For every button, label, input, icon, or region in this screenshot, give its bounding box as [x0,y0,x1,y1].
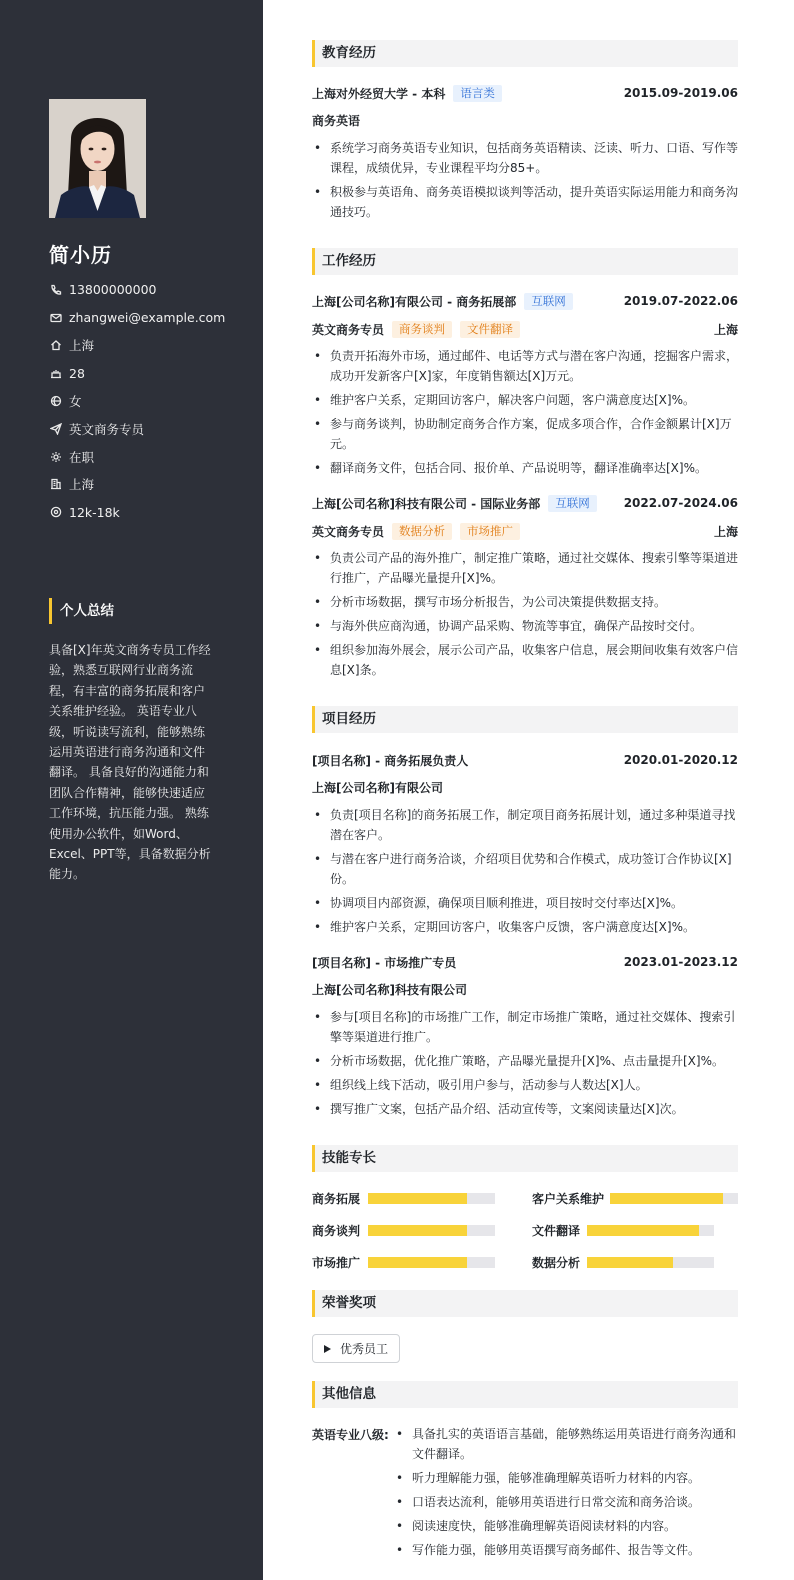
job-2-industry-tag: 互联网 [548,495,597,512]
summary-title: 个人总结 [49,598,114,624]
coin-icon [49,505,63,519]
list-item: • 分析市场数据，优化推广策略，产品曝光量提升[X]%、点击量提升[X]%。 [312,1051,738,1071]
list-item: • 组织参加海外展会，展示公司产品，收集客户信息，展会期间收集有效客户信息[X]条。 [312,640,738,680]
awards-section-title: 荣誉奖项 [312,1290,738,1317]
list-item: • 分析市场数据，撰写市场分析报告，为公司决策提供数据支持。 [312,592,738,612]
project-1-bullets [312,805,738,941]
job-1-skill-tag: 文件翻译 [460,321,520,338]
list-item: • 参与商务谈判，协助制定商务合作方案，促成多项合作，合作金额累计[X]万元。 [312,414,738,454]
award-label: 优秀员工 [340,1342,389,1356]
list-item: • 负责公司产品的海外推广，制定推广策略，通过社交媒体、搜索引擎等渠道进行推广，产品曝光量提升[X]%。 [312,548,738,588]
list-item: • 负责[项目名称]的商务拓展工作，制定项目商务拓展计划，通过多种渠道寻找潜在客户。 [312,805,738,845]
phone-text: 13800000000 [69,282,157,298]
job-1-role-row [312,320,738,338]
job-1-company: 上海[公司名称]有限公司 - 商务拓展部 [312,294,517,309]
skill-row [532,1222,714,1238]
info-target-city [49,471,249,499]
list-item: • 维护客户关系，定期回访客户，收集客户反馈，客户满意度达[X]%。 [312,917,738,937]
skill-bar-fill [368,1225,467,1236]
job-2-skill-tag: 数据分析 [392,523,452,540]
info-email [49,304,249,332]
list-item: • 协调项目内部资源，确保项目顺利推进，项目按时交付率达[X]%。 [312,893,738,913]
skill-bar-fill [368,1257,467,1268]
work-section-title: 工作经历 [312,248,738,275]
list-item: • 具备扎实的英语语言基础，能够熟练运用英语进行商务沟通和文件翻译。 [390,1424,738,1464]
skill-row [312,1222,495,1238]
education-bullets [312,138,738,226]
play-icon [324,1345,331,1353]
project-1-company: 上海[公司名称]有限公司 [312,781,443,795]
job-1-period: 2019.07-2022.06 [623,294,738,308]
summary-text: 具备[X]年英文商务专员工作经验，熟悉互联网行业商务流程，有丰富的商务拓展和客户关系维护经验。 英语专业八级，听说读写流利，能够熟练运用英语进行商务沟通和文件翻译。 具备良好的沟通能力和团队合作精神，能够快速适应工作环境，抗压能力强。 熟练使用办公软件，如Word、Excel、PPT等，具备数据分析能力。 [49,643,211,882]
skill-name: 客户关系维护 [532,1191,605,1206]
project-1-name: [项目名称] - 商务拓展负责人 [312,753,469,768]
contact-info-list [49,276,249,526]
education-period: 2015.09-2019.06 [623,86,738,100]
target-city-text: 上海 [69,477,95,493]
mail-icon [49,311,63,325]
school-tag: 语言类 [453,85,502,102]
position-text: 英文商务专员 [69,421,145,437]
skill-bar-fill [587,1257,673,1268]
job-2-city: 上海 [713,524,738,539]
skill-bar [368,1257,495,1268]
list-item: • 积极参与英语角、商务英语模拟谈判等活动，提升英语实际运用能力和商务沟通技巧。 [312,182,738,222]
job-1-skill-tag: 商务谈判 [392,321,452,338]
skill-bar-fill [368,1193,467,1204]
info-age [49,359,249,387]
education-major: 商务英语 [312,114,361,128]
list-item: • 撰写推广文案，包括产品介绍、活动宣传等，文案阅读量达[X]次。 [312,1099,738,1119]
job-2-role: 英文商务专员 [312,524,385,539]
skill-row [532,1254,714,1270]
projects-section-title: 项目经历 [312,706,738,733]
list-item: • 与潜在客户进行商务洽谈，介绍项目优势和合作模式，成功签订合作协议[X]份。 [312,849,738,889]
job-1-bullets [312,346,738,482]
project-1-header [312,751,738,769]
status-text: 在职 [69,449,95,465]
job-2-skill-tag: 市场推广 [460,523,520,540]
gender-text: 女 [69,394,82,410]
skill-bar [587,1257,714,1268]
education-section-title: 教育经历 [312,40,738,67]
list-item: • 阅读速度快，能够准确理解英语阅读材料的内容。 [390,1516,738,1536]
portrait-image [49,99,146,218]
project-2-bullets [312,1007,738,1123]
skill-name: 商务拓展 [312,1191,361,1206]
email-text: zhangwei@example.com [69,310,226,326]
list-item: • 组织线上线下活动，吸引用户参与，活动参与人数达[X]人。 [312,1075,738,1095]
skill-bar [610,1193,738,1204]
job-1-header [312,292,738,310]
project-2-period: 2023.01-2023.12 [623,955,738,969]
profile-photo [49,99,146,218]
skill-bar [368,1225,495,1236]
cake-icon [49,366,63,380]
skill-name: 商务谈判 [312,1223,361,1238]
skill-row [312,1254,495,1270]
list-item: • 与海外供应商沟通，协调产品采购、物流等事宜，确保产品按时交付。 [312,616,738,636]
award-badge[interactable] [312,1334,400,1363]
info-salary [49,498,249,526]
skills-section-title: 技能专长 [312,1145,738,1172]
skill-bar [368,1193,495,1204]
list-item: • 参与[项目名称]的市场推广工作，制定市场推广策略，通过社交媒体、搜索引擎等渠道进行推广。 [312,1007,738,1047]
list-item: • 负责开拓海外市场，通过邮件、电话等方式与潜在客户沟通，挖掘客户需求，成功开发新客户[X]家，年度销售额达[X]万元。 [312,346,738,386]
salary-text: 12k-18k [69,504,120,520]
gear-icon [49,450,63,464]
home-icon [49,338,63,352]
skill-name: 数据分析 [532,1255,581,1270]
candidate-name: 简小历 [49,243,112,267]
project-2-header [312,953,738,971]
job-1-industry-tag: 互联网 [524,293,573,310]
job-2-role-row [312,522,738,540]
age-text: 28 [69,365,85,381]
skill-name: 文件翻译 [532,1223,581,1238]
project-1-period: 2020.01-2020.12 [623,753,738,767]
education-header [312,84,738,102]
skill-bar [587,1225,714,1236]
list-item: • 维护客户关系，定期回访客户，解决客户问题，客户满意度达[X]%。 [312,390,738,410]
job-2-header [312,494,738,512]
city-text: 上海 [69,338,95,354]
phone-icon [49,283,63,297]
paper-plane-icon [49,422,63,436]
list-item: • 口语表达流利，能够用英语进行日常交流和商务洽谈。 [390,1492,738,1512]
info-phone [49,276,249,304]
job-1-role: 英文商务专员 [312,322,385,337]
list-item: • 听力理解能力强，能够准确理解英语听力材料的内容。 [390,1468,738,1488]
building-icon [49,477,63,491]
list-item: • 翻译商务文件，包括合同、报价单、产品说明等，翻译准确率达[X]%。 [312,458,738,478]
project-2-company: 上海[公司名称]科技有限公司 [312,983,467,997]
job-2-period: 2022.07-2024.06 [623,496,738,510]
other-section-title: 其他信息 [312,1381,738,1408]
skill-row [532,1190,738,1206]
school-name: 上海对外经贸大学 - 本科 [312,86,446,101]
job-2-company: 上海[公司名称]科技有限公司 - 国际业务部 [312,496,541,511]
skill-bar-fill [610,1193,723,1204]
skill-row [312,1190,495,1206]
gender-icon [49,394,63,408]
info-gender [49,387,249,415]
project-2-name: [项目名称] - 市场推广专员 [312,955,457,970]
info-status [49,443,249,471]
other-bullets [390,1424,738,1564]
list-item: • 系统学习商务英语专业知识，包括商务英语精读、泛读、听力、口语、写作等课程，成绩优异，专业课程平均分85+。 [312,138,738,178]
skill-bar-fill [587,1225,699,1236]
other-label: 英语专业八级: [312,1428,389,1442]
job-2-bullets [312,548,738,684]
list-item: • 写作能力强，能够用英语撰写商务邮件、报告等文件。 [390,1540,738,1560]
info-position [49,415,249,443]
job-1-city: 上海 [713,322,738,337]
info-city [49,332,249,360]
sidebar [0,0,263,1580]
skill-name: 市场推广 [312,1255,361,1270]
